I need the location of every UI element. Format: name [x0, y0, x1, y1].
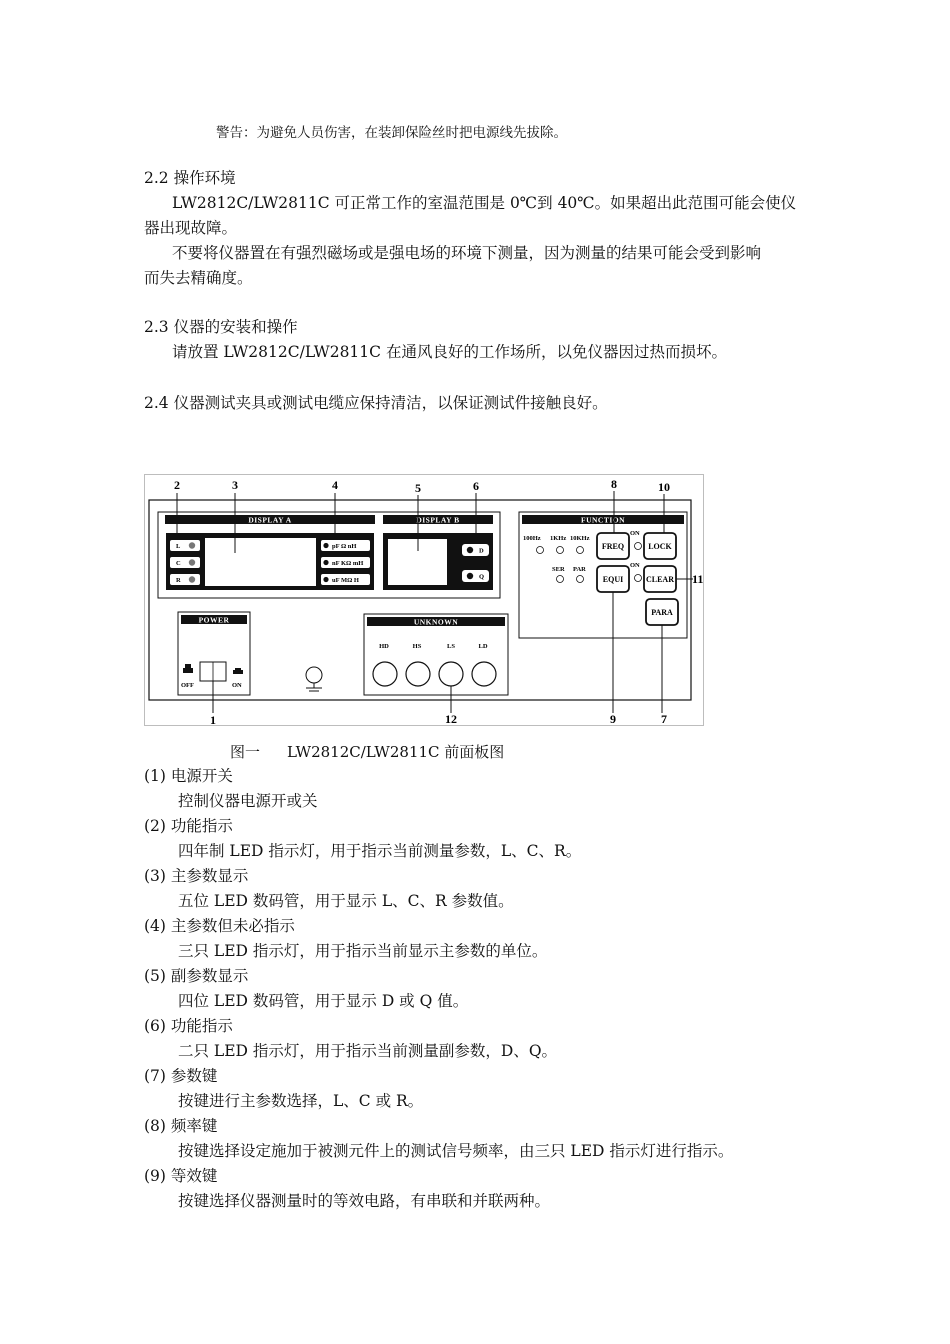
item-desc: 二只 LED 指示灯，用于指示当前测量副参数，D、Q。: [178, 1042, 558, 1060]
svg-text:Q: Q: [479, 573, 485, 581]
callout-3: 3: [232, 478, 238, 492]
paragraph-line: LW2812C/LW2811C 可正常工作的室温范围是 0℃到 40℃。如果超出此范围可能会使仪: [172, 194, 797, 212]
item-desc: 控制仪器电源开或关: [178, 792, 318, 810]
item-title: (2) 功能指示: [144, 817, 233, 835]
terminal-hs[interactable]: [406, 662, 430, 686]
callout-6: 6: [473, 479, 479, 493]
dq-indicator-q: [462, 570, 489, 582]
power-label: POWER: [198, 615, 230, 625]
section-heading-2-2: 2.2 操作环境: [144, 169, 236, 187]
callout-4: 4: [332, 478, 338, 492]
terminal-ls[interactable]: [439, 662, 463, 686]
item-desc: 按键进行主参数选择，L、C 或 R。: [178, 1092, 424, 1110]
terminal-hd[interactable]: [373, 662, 397, 686]
freq-led: [537, 547, 544, 554]
freq-label-1khz: 1KHz: [550, 535, 567, 542]
callout-8: 8: [611, 477, 617, 491]
equi-label-ser: SER: [552, 566, 565, 573]
on-label: ON: [630, 530, 640, 537]
power-on-label: ON: [232, 682, 242, 689]
unit-indicator-3: [321, 574, 370, 585]
svg-text:D: D: [479, 547, 484, 555]
equi-led: [577, 576, 584, 583]
svg-text:pF Ω nH: pF Ω nH: [332, 543, 357, 550]
on-label: ON: [630, 562, 640, 569]
item-title: (7) 参数键: [144, 1067, 218, 1085]
main-display-window: [205, 538, 316, 586]
equi-button[interactable]: [597, 566, 629, 592]
svg-text:L: L: [176, 543, 181, 550]
callout-7: 7: [661, 712, 667, 726]
freq-label-10khz: 10KHz: [570, 535, 590, 542]
terminal-label-hd: HD: [379, 643, 389, 650]
item-title: (5) 副参数显示: [144, 967, 249, 985]
paragraph-line: 不要将仪器置在有强烈磁场或是强电场的环境下测量，因为测量的结果可能会受到影响: [172, 244, 762, 262]
svg-text:R: R: [176, 577, 181, 584]
terminal-label-ls: LS: [447, 643, 455, 650]
dq-indicator-d: [462, 544, 489, 556]
svg-text:PARA: PARA: [651, 608, 673, 617]
svg-text:LOCK: LOCK: [648, 542, 672, 551]
callout-11: 11: [692, 572, 704, 586]
front-panel-drawing: [145, 475, 705, 727]
clear-led: [635, 575, 642, 582]
svg-text:uF MΩ H: uF MΩ H: [332, 577, 359, 584]
section-heading-2-3: 2.3 仪器的安装和操作: [144, 318, 298, 336]
svg-text:CLEAR: CLEAR: [645, 575, 675, 584]
item-desc: 按键选择设定施加于被测元件上的测试信号频率，由三只 LED 指示灯进行指示。: [178, 1142, 734, 1160]
figure-caption-text: LW2812C/LW2811C 前面板图: [287, 743, 505, 761]
unit-indicator-2: [321, 557, 370, 568]
warning-text: 警告：为避免人员伤害，在装卸保险丝时把电源线先拔除。: [216, 125, 567, 141]
power-on-icon: [233, 668, 243, 674]
terminal-label-hs: HS: [412, 643, 422, 650]
power-off-label: OFF: [181, 682, 194, 689]
front-panel-figure: [144, 474, 704, 726]
display-a-label: DISPLAY A: [248, 515, 292, 525]
paragraph-line: 而失去精确度。: [144, 269, 253, 287]
callout-5: 5: [415, 481, 421, 495]
unknown-label: UNKNOWN: [413, 617, 459, 627]
lock-led: [635, 543, 642, 550]
ground-icon: [306, 667, 322, 691]
figure-caption-label: 图一: [230, 743, 261, 761]
item-title: (6) 功能指示: [144, 1017, 233, 1035]
item-desc: 四位 LED 数码管，用于显示 D 或 Q 值。: [178, 992, 469, 1010]
callout-2: 2: [174, 478, 180, 492]
freq-label-100hz: 100Hz: [523, 535, 541, 542]
svg-text:EQUI: EQUI: [602, 575, 624, 584]
item-title: (9) 等效键: [144, 1167, 218, 1185]
clear-button[interactable]: [644, 566, 676, 592]
item-desc: 三只 LED 指示灯，用于指示当前显示主参数的单位。: [178, 942, 548, 960]
item-title: (3) 主参数显示: [144, 867, 249, 885]
callout-9: 9: [610, 712, 616, 726]
lcr-indicator-r: [170, 574, 200, 585]
lcr-indicator-l: [170, 540, 200, 551]
paragraph-line: 器出现故障。: [144, 219, 238, 237]
power-off-icon: [183, 664, 193, 673]
item-title: (4) 主参数但未必指示: [144, 917, 295, 935]
equi-label-par: PAR: [573, 566, 586, 573]
equi-led: [557, 576, 564, 583]
item-desc: 五位 LED 数码管，用于显示 L、C、R 参数值。: [178, 892, 514, 910]
terminal-label-ld: LD: [478, 643, 488, 650]
item-title: (8) 频率键: [144, 1117, 218, 1135]
freq-led: [557, 547, 564, 554]
lock-button[interactable]: [644, 533, 676, 559]
display-b-label: DISPLAY B: [416, 515, 460, 525]
svg-text:nF KΩ mH: nF KΩ mH: [332, 560, 364, 567]
freq-button[interactable]: [597, 533, 629, 559]
unit-indicator-1: [321, 540, 370, 551]
item-desc: 按键选择仪器测量时的等效电路，有串联和并联两种。: [178, 1192, 551, 1210]
function-label: FUNCTION: [580, 515, 626, 525]
lcr-indicator-c: [170, 557, 200, 568]
para-button[interactable]: [646, 599, 678, 625]
freq-led: [577, 547, 584, 554]
svg-text:FREQ: FREQ: [601, 542, 625, 551]
callout-1: 1: [210, 713, 216, 727]
svg-text:C: C: [176, 560, 181, 567]
callout-12: 12: [445, 712, 457, 726]
item-desc: 四年制 LED 指示灯，用于指示当前测量参数，L、C、R。: [178, 842, 582, 860]
item-title: (1) 电源开关: [144, 767, 233, 785]
paragraph-line: 请放置 LW2812C/LW2811C 在通风良好的工作场所，以免仪器因过热而损坏。: [172, 343, 727, 361]
terminal-ld[interactable]: [472, 662, 496, 686]
section-heading-2-4: 2.4 仪器测试夹具或测试电缆应保持清洁，以保证测试件接触良好。: [144, 394, 608, 412]
callout-10: 10: [658, 480, 670, 494]
